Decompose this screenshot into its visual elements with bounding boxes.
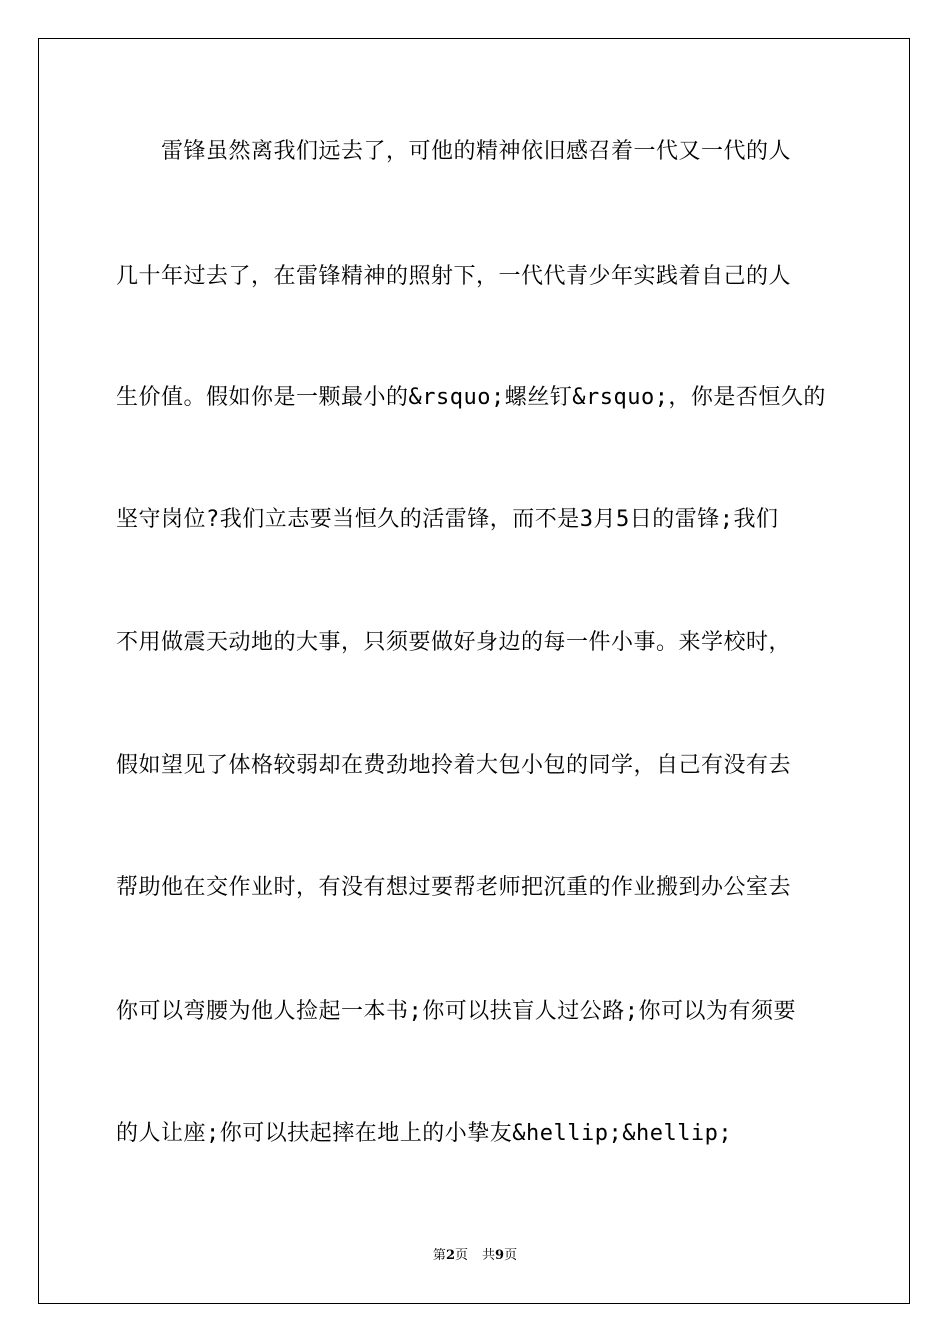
page-footer xyxy=(0,1248,950,1264)
total-label-prefix: 共 xyxy=(482,1248,496,1263)
text-line-2: 几十年过去了，在雷锋精神的照射下，一代代青少年实践着自己的人 xyxy=(116,264,792,289)
text-line-6: 假如望见了体格较弱却在费劲地拎着大包小包的同学，自己有没有去 xyxy=(116,753,792,778)
page-current: 2 xyxy=(445,1248,455,1263)
text-line-4: 坚守岗位?我们立志要当恒久的活雷锋，而不是3月5日的雷锋;我们 xyxy=(116,507,779,532)
total-label-suffix: 页 xyxy=(504,1248,518,1263)
text-line-7: 帮助他在交作业时，有没有想过要帮老师把沉重的作业搬到办公室去 xyxy=(116,875,792,900)
text-line-5: 不用做震天动地的大事，只须要做好身边的每一件小事。来学校时， xyxy=(116,630,792,655)
text-line-9: 的人让座;你可以扶起摔在地上的小挚友&hellip;&hellip; xyxy=(116,1121,733,1146)
page-label-suffix: 页 xyxy=(454,1248,468,1263)
page-border xyxy=(38,38,910,1304)
page-label-prefix: 第 xyxy=(432,1248,446,1263)
text-line-1: 雷锋虽然离我们远去了，可他的精神依旧感召着一代又一代的人 xyxy=(116,139,792,164)
text-line-8: 你可以弯腰为他人捡起一本书;你可以扶盲人过公路;你可以为有须要 xyxy=(116,999,796,1024)
text-line-3: 生价值。假如你是一颗最小的&rsquo;螺丝钉&rsquo;，你是否恒久的 xyxy=(116,385,826,410)
page-total: 9 xyxy=(495,1248,505,1263)
